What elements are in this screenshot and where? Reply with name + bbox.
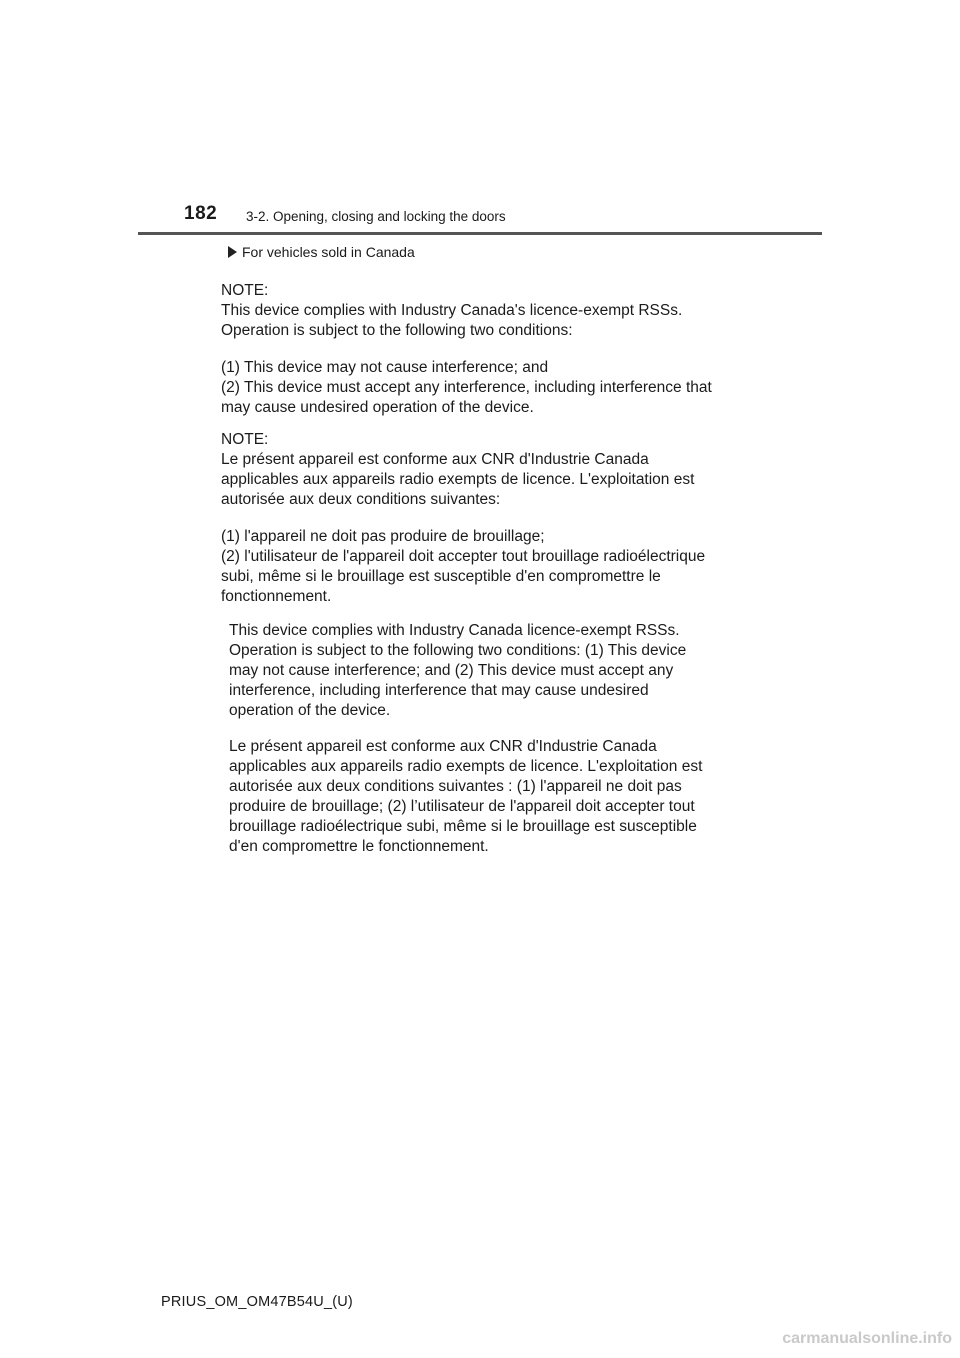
note-line: autorisée aux deux conditions suivantes: xyxy=(221,491,501,508)
subheading-text: For vehicles sold in Canada xyxy=(242,244,415,260)
paragraph-line: produire de brouillage; (2) l’utilisateur de l'appareil doit accepter tout xyxy=(229,798,695,815)
note-english xyxy=(221,281,761,418)
paragraph-line: d'en compromettre le fonctionnement. xyxy=(229,838,489,855)
paragraph-line: operation of the device. xyxy=(229,702,391,719)
section-title: 3-2. Opening, closing and locking the doors xyxy=(246,209,506,224)
footer-manual-code: PRIUS_OM_OM47B54U_(U) xyxy=(161,1294,353,1310)
triangle-right-icon xyxy=(228,246,237,258)
paragraph-line: applicables aux appareils radio exempts de licence. L'exploitation est xyxy=(229,758,703,775)
note-line: applicables aux appareils radio exempts de licence. L'exploitation est xyxy=(221,471,695,488)
paragraph-line: autorisée aux deux conditions suivantes : (1) l'appareil ne doit pas xyxy=(229,778,682,795)
paragraph-english xyxy=(229,621,769,721)
condition-line: (2) This device must accept any interference, including interference that xyxy=(221,379,712,396)
condition-line: subi, même si le brouillage est susceptible d'en compromettre le xyxy=(221,568,661,585)
condition-line: fonctionnement. xyxy=(221,588,332,605)
watermark: carmanualsonline.info xyxy=(782,1330,952,1347)
note-line: This device complies with Industry Canada's licence-exempt RSSs. xyxy=(221,302,683,319)
note-line: Operation is subject to the following two conditions: xyxy=(221,322,573,339)
paragraph-line: brouillage radioélectrique subi, même si le brouillage est susceptible xyxy=(229,818,697,835)
subheading xyxy=(228,244,415,260)
paragraph-line: may not cause interference; and (2) This device must accept any xyxy=(229,662,674,679)
note-line: Le présent appareil est conforme aux CNR d'Industrie Canada xyxy=(221,451,649,468)
paragraph-line: Le présent appareil est conforme aux CNR d'Industrie Canada xyxy=(229,738,657,755)
note-french xyxy=(221,430,761,607)
header-divider xyxy=(138,232,822,235)
condition-line: (1) l'appareil ne doit pas produire de brouillage; xyxy=(221,528,545,545)
paragraph-line: This device complies with Industry Canada licence-exempt RSSs. xyxy=(229,622,680,639)
condition-line: (1) This device may not cause interference; and xyxy=(221,359,549,376)
paragraph-line: Operation is subject to the following two conditions: (1) This device xyxy=(229,642,687,659)
note-title: NOTE: xyxy=(221,431,269,448)
paragraph-french xyxy=(229,737,769,857)
page-number: 182 xyxy=(184,203,218,224)
paragraph-line: interference, including interference that may cause undesired xyxy=(229,682,649,699)
condition-line: may cause undesired operation of the device. xyxy=(221,399,534,416)
note-title: NOTE: xyxy=(221,282,269,299)
condition-line: (2) l'utilisateur de l'appareil doit accepter tout brouillage radioélectrique xyxy=(221,548,706,565)
